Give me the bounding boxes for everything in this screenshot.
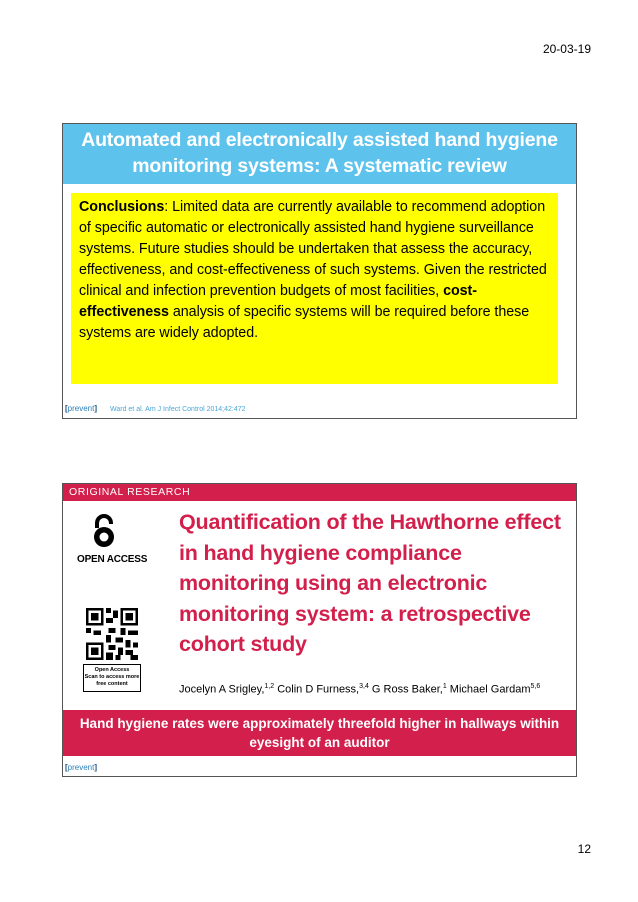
finding-text: Hand hygiene rates were approximately threefold higher in hallways within eyesight of an auditor	[79, 716, 560, 750]
banner-label: ORIGINAL RESEARCH	[69, 486, 191, 498]
original-research-banner	[63, 484, 576, 501]
author-affiliation: 1,2	[264, 683, 275, 690]
article-title: Quantification of the Hawthorne effect in hand hygiene compliance monitoring using an electronic monitoring system: a retrospective cohort study	[179, 510, 561, 656]
qr-caption-line: free content	[96, 681, 128, 687]
open-access-lock-icon	[91, 514, 117, 548]
conclusions-text-a: : Limited data are currently available to recommend adoption of specific automatic or electronically assisted hand hygiene surveillance systems. Future studies should be undertaken that assess the accuracy, effectiveness, and cost-effectiveness of such systems. Given the restricted clinical and infection prevention budgets of most facilities,	[79, 199, 547, 299]
finding-band	[63, 710, 576, 756]
open-access-label: OPEN ACCESS	[77, 554, 148, 565]
qr-caption	[83, 664, 141, 692]
prevent-logo-text: prevent	[67, 404, 95, 413]
author-name: Colin D Furness,	[274, 683, 360, 696]
author-name: Jocelyn A Srigley,	[179, 683, 265, 696]
conclusions-box	[71, 193, 558, 384]
author-list	[179, 683, 540, 696]
prevent-logo-text: prevent	[67, 763, 95, 772]
prevent-logo: [prevent]	[65, 763, 98, 772]
slide-2	[62, 483, 577, 777]
conclusions-text-b: analysis of specific systems will be required before these systems are widely adopted.	[79, 304, 530, 341]
slide-1-title: Automated and electronically assisted hand hygiene monitoring systems: A systematic review	[81, 129, 558, 177]
citation: Ward et al. Am J Infect Control 2014;42:472	[110, 406, 246, 413]
prevent-logo: [prevent]	[65, 404, 98, 413]
author-name: Michael Gardam	[446, 683, 531, 696]
slide-1-title-bar	[63, 124, 576, 184]
author-affiliation: 3,4	[359, 683, 369, 690]
qr-code-icon	[86, 608, 138, 660]
conclusions-label: Conclusions	[79, 199, 165, 215]
author-name: G Ross Baker,	[368, 683, 443, 696]
author-affiliation: 5,6	[530, 683, 541, 690]
qr-caption-line: Open Access	[94, 667, 130, 673]
qr-caption-line: Scan to access more	[84, 674, 140, 680]
author-affiliation: 1	[442, 683, 447, 690]
handout-date: 20-03-19	[542, 42, 591, 56]
conclusions-emphasis: cost-effectiveness	[79, 283, 477, 320]
page-number: 12	[577, 842, 591, 856]
slide-1	[62, 123, 577, 419]
